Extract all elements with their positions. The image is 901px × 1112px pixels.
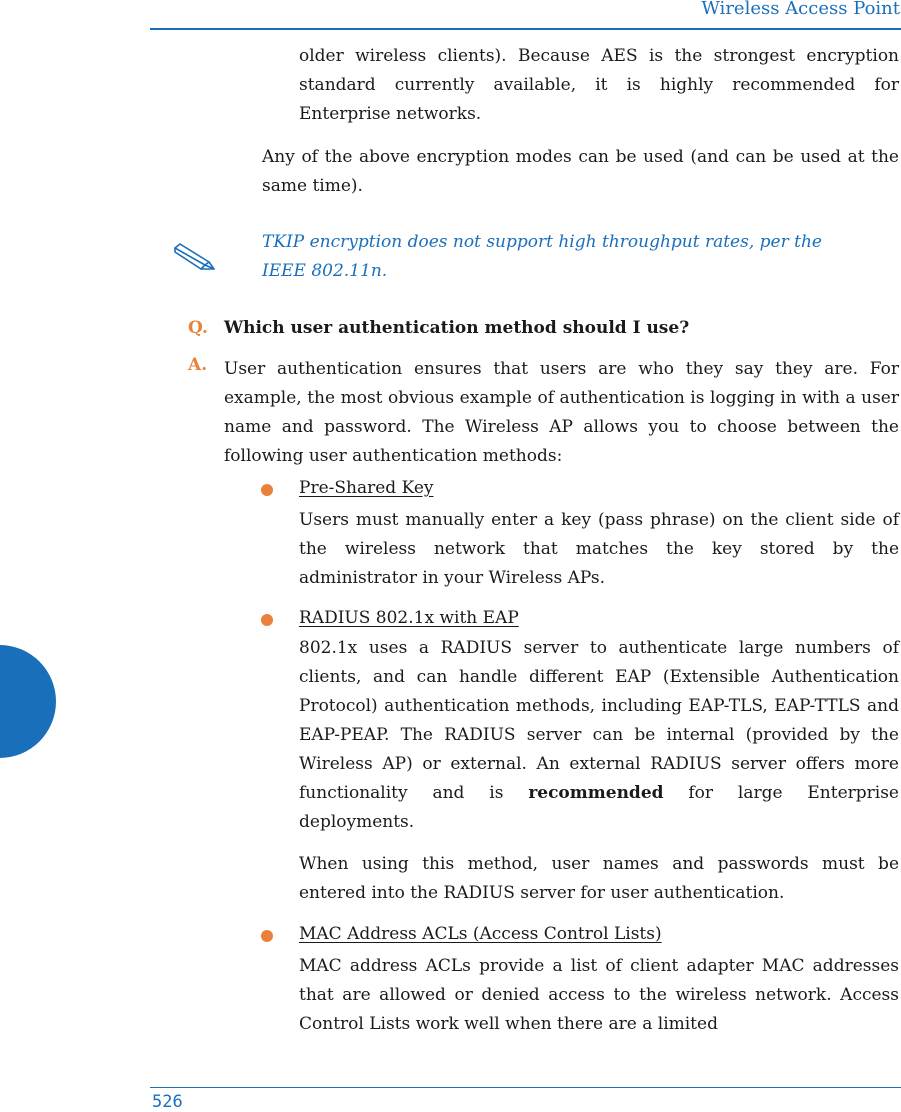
tkip-note: [262, 228, 862, 286]
pencil-icon: [172, 236, 218, 272]
method-title-pre-shared-key: Pre-Shared Key: [299, 478, 434, 498]
footer-rule: [150, 1087, 901, 1088]
note-line-1: TKIP encryption does not support high throughput rates, per the: [262, 232, 822, 252]
question-label: Q.: [188, 318, 208, 338]
method-description-mac-acl: MAC address ACLs provide a list of client adapter MAC addresses that are allowed or denied access to the wireless network. Access Control Lists work well when there are a limited: [299, 956, 899, 1034]
method-title-mac-acl: MAC Address ACLs (Access Control Lists): [299, 924, 662, 944]
radius-recommended-bold: recommended: [528, 783, 664, 803]
bullet-icon: [261, 484, 273, 496]
note-line-2: IEEE 802.11n.: [262, 261, 388, 281]
radius-description-start: 802.1x uses a RADIUS server to authenticate large numbers of clients, and can handle different EAP (Extensible Authentication Protocol) authentication methods, including EAP-TLS, EAP-TTLS and EAP-PEAP. The RADIUS server can be internal (provided by the Wireless AP) or external. An external RADIUS server offers more functionality and is: [299, 638, 899, 803]
method-title-radius: RADIUS 802.1x with EAP: [299, 608, 519, 628]
bullet-icon: [261, 614, 273, 626]
page-number: 526: [152, 1092, 183, 1112]
page-header-title: Wireless Access Point: [701, 0, 900, 19]
question-text: Which user authentication method should I use?: [224, 318, 690, 338]
header-rule: [150, 28, 901, 30]
bullet-icon: [261, 930, 273, 942]
answer-label: A.: [188, 355, 208, 375]
method-extra-radius: When using this method, user names and passwords must be entered into the RADIUS server for user authentication.: [299, 854, 899, 903]
encryption-modes-paragraph: Any of the above encryption modes can be used (and can be used at the same time).: [262, 147, 899, 196]
side-chapter-tab: [0, 645, 56, 758]
method-description-pre-shared-key: Users must manually enter a key (pass phrase) on the client side of the wireless network that matches the key stored by the administrator in your Wireless APs.: [299, 510, 899, 588]
aes-continuation-paragraph: older wireless clients). Because AES is the strongest encryption standard currently available, it is highly recommended for Enterprise networks.: [299, 46, 899, 124]
answer-paragraph: User authentication ensures that users are who they say they are. For example, the most obvious example of authentication is logging in with a user name and password. The Wireless AP allows you to choose between the following user authentication methods:: [224, 359, 899, 466]
method-description-radius: [299, 634, 899, 837]
radius-description-end: for large Enterprise deployments.: [299, 783, 899, 832]
